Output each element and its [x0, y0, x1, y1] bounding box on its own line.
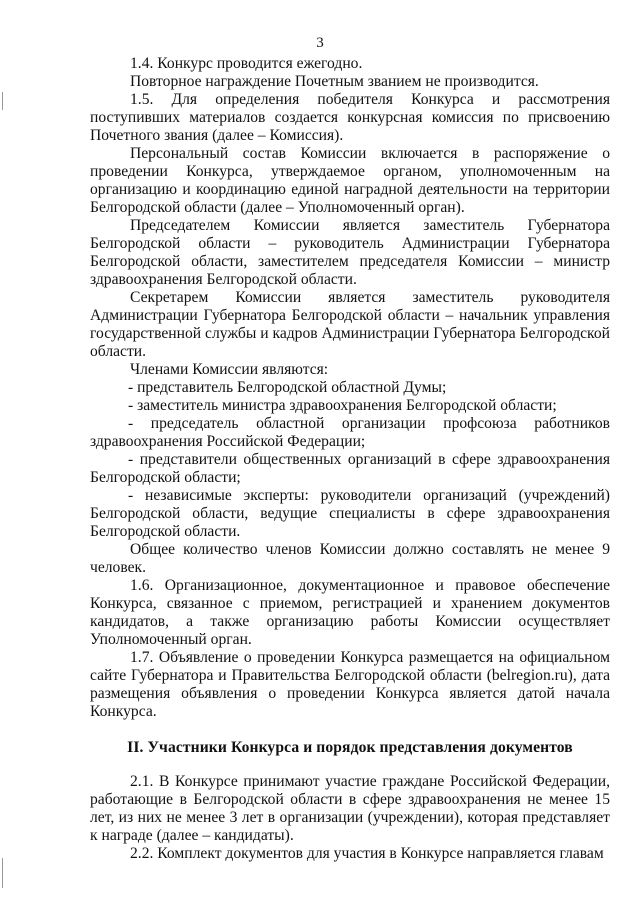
paragraph-members-intro: Членами Комиссии являются: — [130, 361, 329, 378]
paragraph-commission-composition: Персональный состав Комиссии включается в распоряжение о проведении Конкурса, утверждаемое органом, уполномоченным на организацию и координацию единой наградной деятельности на территории Белгородской области (далее – Уполномоченный орган). — [90, 145, 610, 216]
list-item: - независимые эксперты: руководители организаций (учреждений) Белгородской области, ведущие специалисты в сфере здравоохранения Белгородской области. — [90, 487, 610, 540]
paragraph-members-count: Общее количество членов Комиссии должно составлять не менее 9 человек. — [90, 541, 610, 576]
list-item: - заместитель министра здравоохранения Белгородской области; — [128, 397, 557, 414]
paragraph-2-1: 2.1. В Конкурсе принимают участие граждане Российской Федерации, работающие в Белгородской области в сфере здравоохранения не менее 15 лет, из них не менее 3 лет в организации (учреждении), которая представляет к награде (далее – кандидаты). — [90, 773, 610, 844]
paragraph-1-6: 1.6. Организационное, документационное и правовое обеспечение Конкурса, связанное с приемом, регистрацией и хранением документов кандидатов, а также организацию работы Комиссии осуществляет Уполномоченный орган. — [90, 577, 610, 648]
paragraph-repeat-award: Повторное награждение Почетным званием не производится. — [130, 73, 539, 90]
list-item: - представитель Белгородской областной Думы; — [128, 379, 447, 396]
scan-edge-mark — [2, 858, 3, 888]
list-item: - председатель областной организации профсоюза работников здравоохранения Российской Федерации; — [90, 415, 610, 450]
section-heading: II. Участники Конкурса и порядок представления документов — [127, 739, 573, 756]
scan-edge-mark — [2, 92, 3, 110]
list-item: - представители общественных организаций в сфере здравоохранения Белгородской области; — [90, 451, 610, 486]
paragraph-1-7: 1.7. Объявление о проведении Конкурса размещается на официальном сайте Губернатора и Правительства Белгородской области (belregion.ru), дата размещения объявления о проведении Конкурса является датой начала Конкурса. — [90, 649, 610, 720]
paragraph-2-2: 2.2. Комплект документов для участия в Конкурсе направляется главам — [130, 845, 604, 862]
document-body — [90, 55, 610, 863]
paragraph-1-4: 1.4. Конкурс проводится ежегодно. — [130, 55, 363, 72]
paragraph-1-5: 1.5. Для определения победителя Конкурса и рассмотрения поступивших материалов создается конкурсная комиссия по присвоению Почетного звания (далее – Комиссия). — [90, 91, 610, 144]
paragraph-chairman: Председателем Комиссии является заместитель Губернатора Белгородской области – руководитель Администрации Губернатора Белгородской области, заместителем председателя Комиссии – министр здравоохранения Белгородской области. — [90, 217, 610, 288]
paragraph-secretary: Секретарем Комиссии является заместитель руководителя Администрации Губернатора Белгородской области – начальник управления государственной службы и кадров Администрации Губернатора Белгородской области. — [90, 289, 610, 360]
page-number: 3 — [316, 35, 324, 51]
